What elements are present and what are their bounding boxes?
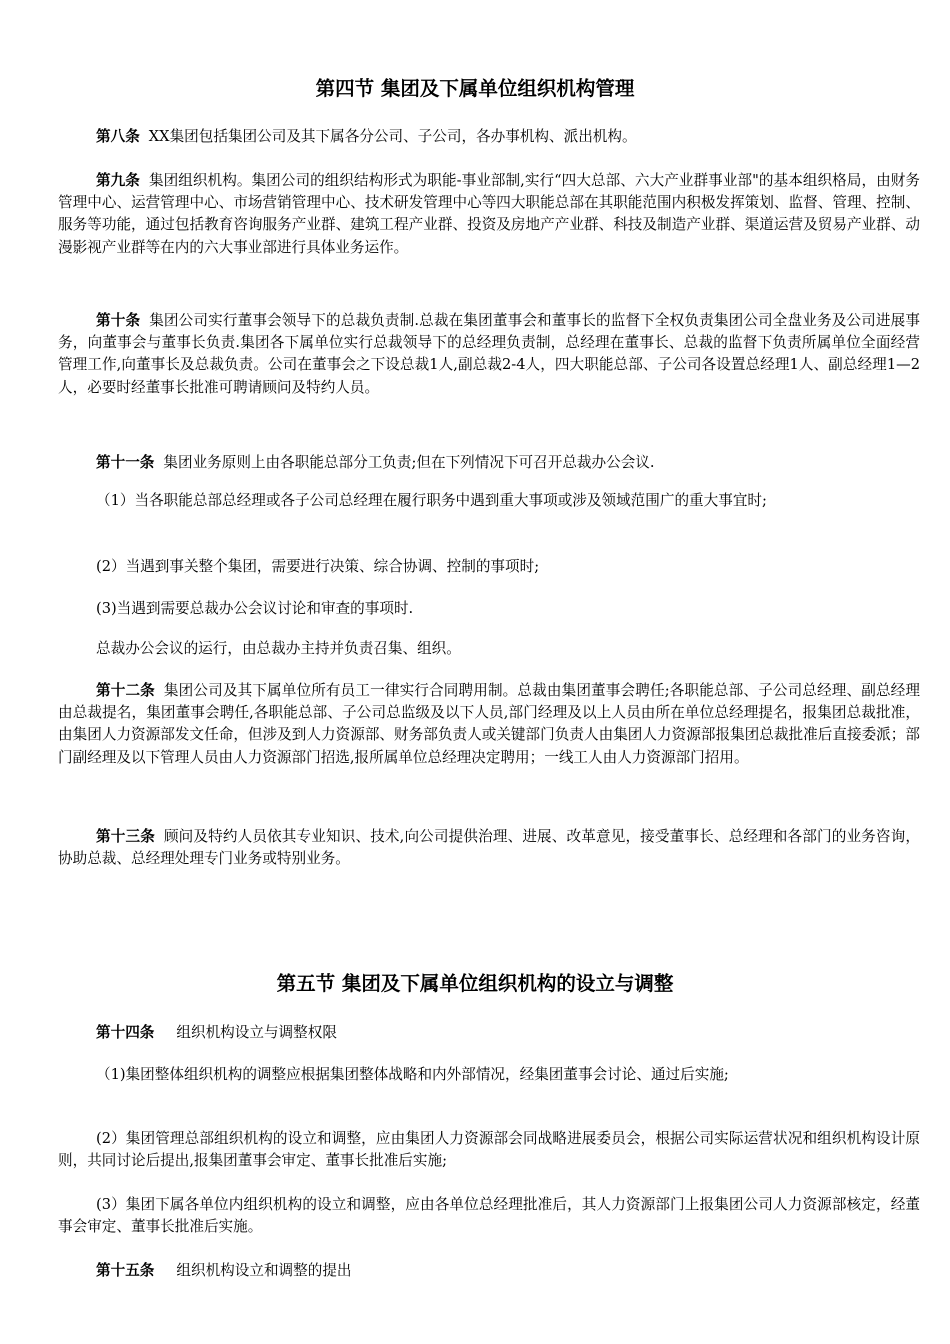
- article-11-note: 总裁办公会议的运行，由总裁办主持并负责召集、组织。: [96, 640, 461, 657]
- article-11-item-2: (2）当遇到事关整个集团，需要进行决策、综合协调、控制的事项时;: [96, 558, 540, 575]
- article-14-text: 组织机构设立与调整权限: [176, 1024, 337, 1041]
- article-14: [58, 1022, 920, 1044]
- section-4-title: 第四节 集团及下属单位组织机构管理: [315, 77, 635, 100]
- article-15-label: 第十五条: [96, 1262, 155, 1279]
- article-11-text: 集团业务原则上由各职能总部分工负责;但在下列情况下可召开总裁办公会议.: [163, 454, 655, 471]
- section-5-title: 第五节 集团及下属单位组织机构的设立与调整: [276, 972, 674, 995]
- article-9-label: 第九条: [96, 172, 140, 189]
- article-8: [58, 126, 920, 148]
- article-14-item-2: (2）集团管理总部组织机构的设立和调整，应由集团人力资源部会同战略进展委员会，根据公司实际运营状况和组织机构设计原则，共同讨论后提出,报集团董事会审定、董事长批准后实施;: [58, 1130, 920, 1170]
- article-11-item-3: (3)当遇到需要总裁办公会议讨论和审查的事项时.: [96, 600, 414, 617]
- article-10: [58, 310, 920, 399]
- article-9: [58, 170, 920, 259]
- article-13-text: 顾问及特约人员依其专业知识、技术,向公司提供治理、进展、改革意见，接受董事长、总经理和各部门的业务咨询，协助总裁、总经理处理专门业务或特别业务。: [58, 828, 920, 868]
- article-12-label: 第十二条: [96, 682, 155, 699]
- article-15-text: 组织机构设立和调整的提出: [176, 1262, 352, 1279]
- article-11: [58, 452, 920, 474]
- article-13: [58, 826, 920, 870]
- article-9-text: 集团组织机构。集团公司的组织结构形式为职能-事业部制,实行“四大总部、六大产业群事业部"的基本组织格局，由财务管理中心、运营管理中心、市场营销管理中心、技术研发管理中心等四大职能总部在其职能范围内积极发挥策划、监督、管理、控制、服务等功能，通过包括教育咨询服务产业群、建筑工程产业群、投资及房地产产业群、科技及制造产业群、渠道运营及贸易产业群、动漫影视产业群等在内的六大事业部进行具体业务运作。: [58, 172, 920, 256]
- article-14-label: 第十四条: [96, 1024, 155, 1041]
- article-12-text: 集团公司及其下属单位所有员工一律实行合同聘用制。总裁由集团董事会聘任;各职能总部、子公司总经理、副总经理由总裁提名，集团董事会聘任,各职能总部、子公司总监级及以下人员,部门经理及以上人员由所在单位总经理提名，报集团总裁批准，由集团人力资源部发文任命，但涉及到人力资源部、财务部负责人或关键部门负责人由集团人力资源部报集团总裁批准后直接委派；部门副经理及以下管理人员由人力资源部门招选,报所属单位总经理决定聘用；一线工人由人力资源部门招用。: [58, 682, 920, 766]
- article-14-item-3: (3）集团下属各单位内组织机构的设立和调整，应由各单位总经理批准后，其人力资源部门上报集团公司人力资源部核定，经董事会审定、董事长批准后实施。: [58, 1196, 920, 1236]
- article-13-label: 第十三条: [96, 828, 155, 845]
- article-11-item-1: （1）当各职能总部总经理或各子公司总经理在履行职务中遇到重大事项或涉及领域范围广的重大事宜时;: [96, 492, 767, 509]
- article-8-label: 第八条: [96, 128, 140, 145]
- article-8-text: XX集团包括集团公司及其下属各分公司、子公司，各办事机构、派出机构。: [148, 128, 637, 145]
- article-15: [58, 1260, 920, 1282]
- article-10-label: 第十条: [96, 312, 141, 329]
- article-12: [58, 680, 920, 769]
- article-11-label: 第十一条: [96, 454, 155, 471]
- article-10-text: 集团公司实行董事会领导下的总裁负责制.总裁在集团董事会和董事长的监督下全权负责集团公司全盘业务及公司进展事务，向董事会与董事长负责.集团各下属单位实行总裁领导下的总经理负责制，总经理在董事长、总裁的监督下负责所属单位全面经营管理工作,向董事长及总裁负责。公司在董事会之下设总裁1人,副总裁2-4人，四大职能总部、子公司各设置总经理1人、副总经理1—2人，必要时经董事长批准可聘请顾问及特约人员。: [58, 312, 920, 396]
- article-14-item-1: （1)集团整体组织机构的调整应根据集团整体战略和内外部情况，经集团董事会讨论、通过后实施;: [96, 1066, 729, 1083]
